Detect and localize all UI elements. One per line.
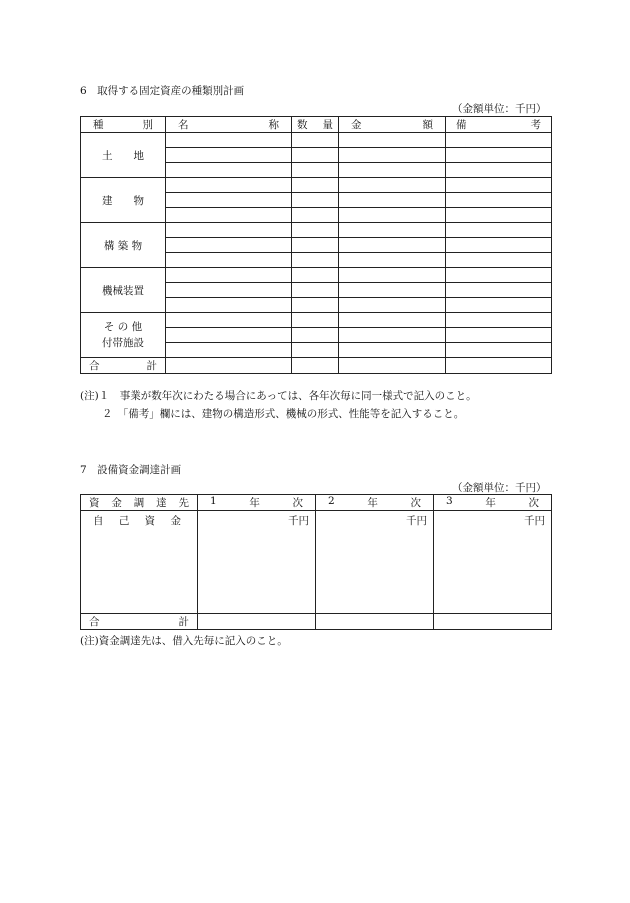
qty-cell[interactable] — [292, 238, 339, 253]
amount-cell[interactable] — [339, 253, 446, 268]
name-cell[interactable] — [166, 208, 292, 223]
header-amount — [339, 117, 446, 133]
name-cell[interactable] — [166, 178, 292, 193]
year1-total-cell[interactable] — [198, 614, 316, 630]
category-label: 機械装置 — [102, 284, 144, 297]
category-label: そ の 他 — [103, 321, 143, 333]
header-name-char: 名 — [178, 119, 189, 131]
header-qty-char: 数 — [297, 119, 308, 131]
name-cell[interactable] — [166, 148, 292, 163]
total-char: 計 — [178, 616, 189, 628]
amount-cell[interactable] — [339, 328, 446, 343]
category-machinery — [81, 268, 166, 313]
remarks-cell[interactable] — [446, 238, 552, 253]
amount-cell[interactable] — [339, 178, 446, 193]
amount-cell[interactable] — [339, 208, 446, 223]
qty-cell[interactable] — [292, 313, 339, 328]
qty-cell[interactable] — [292, 268, 339, 283]
header-year2 — [316, 495, 434, 511]
total-label — [81, 358, 166, 374]
qty-cell[interactable] — [292, 163, 339, 178]
header-qty — [292, 117, 339, 133]
category-label: 土 地 — [102, 149, 144, 162]
section6-unit: （金額単位：千円） — [452, 103, 547, 115]
header-remarks-char: 考 — [530, 119, 541, 131]
name-cell[interactable] — [166, 193, 292, 208]
header-amount-char: 額 — [422, 119, 433, 131]
year2-total-cell[interactable] — [316, 614, 434, 630]
amount-cell[interactable] — [339, 223, 446, 238]
section7-unit: （金額単位：千円） — [452, 482, 547, 494]
header-year-char: 次 — [292, 497, 303, 509]
header-type — [81, 117, 166, 133]
header-amount-char: 金 — [351, 119, 362, 131]
remarks-cell[interactable] — [446, 223, 552, 238]
header-name-char: 称 — [268, 119, 279, 131]
header-year-char: 次 — [528, 497, 539, 509]
header-source-char: 金 — [111, 497, 122, 509]
category-label: 建 物 — [102, 194, 144, 207]
qty-cell[interactable] — [292, 148, 339, 163]
own-funds-char: 自 — [93, 515, 104, 527]
header-year-char: 年 — [249, 497, 260, 509]
remarks-cell[interactable] — [446, 313, 552, 328]
qty-cell[interactable] — [292, 283, 339, 298]
remarks-cell[interactable] — [446, 148, 552, 163]
section7-title: 7 設備資金調達計画 — [80, 464, 182, 476]
amount-cell[interactable] — [339, 238, 446, 253]
header-year3 — [434, 495, 552, 511]
name-cell[interactable] — [166, 313, 292, 328]
qty-cell[interactable] — [292, 343, 339, 358]
name-cell[interactable] — [166, 328, 292, 343]
amount-cell[interactable] — [339, 163, 446, 178]
total-row — [81, 358, 552, 374]
section6-note-2: ２ 「備考」欄には、建物の構造形式、機械の形式、性能等を記入すること。 — [102, 408, 465, 420]
header-remarks — [446, 117, 552, 133]
own-funds-label — [81, 511, 198, 614]
header-year-char: 年 — [485, 497, 496, 509]
header-year-char: 3 — [446, 495, 453, 507]
remarks-cell[interactable] — [446, 343, 552, 358]
header-year-char: 次 — [410, 497, 421, 509]
total-amount-cell[interactable] — [339, 358, 446, 374]
header-year-char: 年 — [367, 497, 378, 509]
remarks-cell[interactable] — [446, 208, 552, 223]
header-year-char: 1 — [210, 495, 217, 507]
total-qty-cell[interactable] — [292, 358, 339, 374]
name-cell[interactable] — [166, 163, 292, 178]
header-source-char: 先 — [178, 497, 189, 509]
section6-title: 6 取得する固定資産の種類別計画 — [80, 85, 245, 97]
own-funds-char: 金 — [170, 515, 181, 527]
total-char: 合 — [89, 616, 100, 628]
remarks-cell[interactable] — [446, 178, 552, 193]
fund-source-table — [80, 494, 552, 630]
category-label: 構 築 物 — [103, 239, 143, 252]
name-cell[interactable] — [166, 283, 292, 298]
header-source-char: 資 — [89, 497, 100, 509]
amount-cell[interactable] — [339, 283, 446, 298]
year3-total-cell[interactable] — [434, 614, 552, 630]
remarks-cell[interactable] — [446, 253, 552, 268]
qty-cell[interactable] — [292, 298, 339, 313]
unit-label: 千円 — [288, 515, 309, 527]
header-name — [166, 117, 292, 133]
fund-header-row — [81, 495, 552, 511]
name-cell[interactable] — [166, 238, 292, 253]
category-other-facilities — [81, 313, 166, 358]
qty-cell[interactable] — [292, 253, 339, 268]
total-remarks-cell[interactable] — [446, 358, 552, 374]
name-cell[interactable] — [166, 133, 292, 148]
qty-cell[interactable] — [292, 208, 339, 223]
remarks-cell[interactable] — [446, 283, 552, 298]
qty-cell[interactable] — [292, 193, 339, 208]
total-name-cell[interactable] — [166, 358, 292, 374]
qty-cell[interactable] — [292, 328, 339, 343]
year3-amount-cell[interactable] — [434, 511, 552, 614]
qty-cell[interactable] — [292, 178, 339, 193]
remarks-cell[interactable] — [446, 328, 552, 343]
fixed-asset-table — [80, 116, 552, 374]
category-label: 付帯施設 — [102, 337, 144, 349]
name-cell[interactable] — [166, 223, 292, 238]
remarks-cell[interactable] — [446, 133, 552, 148]
header-type-char: 別 — [142, 119, 153, 131]
section6-note-1: (注)１ 事業が数年次にわたる場合にあっては、各年次毎に同一様式で記入のこと。 — [80, 390, 477, 402]
remarks-cell[interactable] — [446, 298, 552, 313]
unit-label: 千円 — [524, 515, 545, 527]
header-source-char: 調 — [133, 497, 145, 509]
header-qty-char: 量 — [322, 119, 333, 131]
header-source-char: 達 — [156, 497, 167, 509]
unit-label: 千円 — [406, 515, 427, 527]
own-funds-char: 資 — [144, 515, 156, 527]
own-funds-row — [81, 511, 552, 614]
header-year1 — [198, 495, 316, 511]
own-funds-char: 己 — [118, 515, 130, 527]
year2-amount-cell[interactable] — [316, 511, 434, 614]
section7-note: (注)資金調達先は、借入先毎に記入のこと。 — [80, 635, 288, 647]
remarks-cell[interactable] — [446, 268, 552, 283]
amount-cell[interactable] — [339, 268, 446, 283]
header-remarks-char: 備 — [456, 119, 467, 131]
total-char: 計 — [146, 360, 157, 372]
name-cell[interactable] — [166, 268, 292, 283]
category-land — [81, 133, 166, 178]
name-cell[interactable] — [166, 253, 292, 268]
fund-total-row — [81, 614, 552, 630]
remarks-cell[interactable] — [446, 163, 552, 178]
amount-cell[interactable] — [339, 148, 446, 163]
amount-cell[interactable] — [339, 313, 446, 328]
amount-cell[interactable] — [339, 193, 446, 208]
qty-cell[interactable] — [292, 223, 339, 238]
name-cell[interactable] — [166, 298, 292, 313]
remarks-cell[interactable] — [446, 193, 552, 208]
header-row — [81, 117, 552, 133]
header-type-char: 種 — [93, 119, 104, 131]
total-char: 合 — [89, 360, 100, 372]
name-cell[interactable] — [166, 343, 292, 358]
qty-cell[interactable] — [292, 133, 339, 148]
amount-cell[interactable] — [339, 298, 446, 313]
category-building — [81, 178, 166, 223]
amount-cell[interactable] — [339, 133, 446, 148]
year1-amount-cell[interactable] — [198, 511, 316, 614]
category-structure — [81, 223, 166, 268]
amount-cell[interactable] — [339, 343, 446, 358]
fund-total-label — [81, 614, 198, 630]
header-year-char: 2 — [328, 495, 335, 507]
header-source — [81, 495, 198, 511]
